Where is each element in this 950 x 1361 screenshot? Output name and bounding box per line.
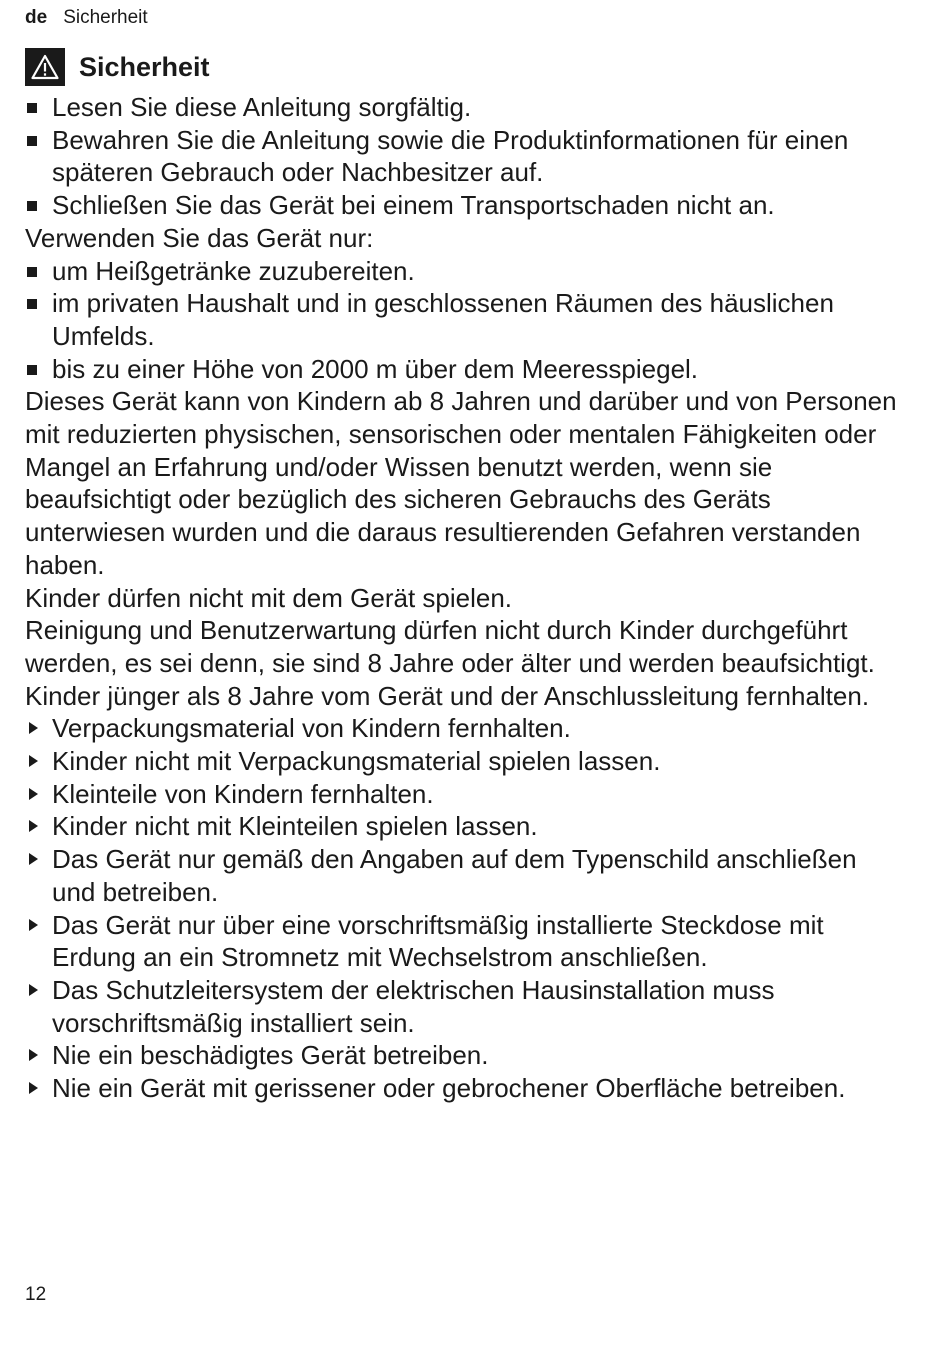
list-item: Das Schutzleitersystem der elektrischen Hausinstallation muss vorschriftsmäßig installiert sein. — [25, 974, 905, 1039]
list-item: Schließen Sie das Gerät bei einem Transportschaden nicht an. — [25, 189, 905, 222]
children-paragraph: Kinder dürfen nicht mit dem Gerät spielen. — [25, 582, 513, 613]
page-number: 12 — [25, 1284, 47, 1305]
list-item: Das Gerät nur über eine vorschriftsmäßig installierte Steckdose mit Erdung an ein Stromnetz mit Wechselstrom anschließen. — [25, 909, 905, 974]
list-item: Nie ein Gerät mit gerissener oder gebrochener Oberfläche betreiben. — [25, 1072, 905, 1105]
list-item: Nie ein beschädigtes Gerät betreiben. — [25, 1039, 905, 1072]
list-item: Bewahren Sie die Anleitung sowie die Produktinformationen für einen späteren Gebrauch oder Nachbesitzer auf. — [25, 124, 905, 189]
list-item: im privaten Haushalt und in geschlossenen Räumen des häuslichen Umfelds. — [25, 287, 905, 352]
list-item: Das Gerät nur gemäß den Angaben auf dem Typenschild anschließen und betreiben. — [25, 843, 905, 908]
children-paragraph: Kinder jünger als 8 Jahre vom Gerät und der Anschlussleitung fernhalten. — [25, 680, 870, 711]
list-item: um Heißgetränke zuzubereiten. — [25, 255, 905, 288]
section-name: Sicherheit — [63, 7, 148, 28]
children-paragraph: Reinigung und Benutzerwartung dürfen nicht durch Kinder durchgeführt werden, es sei denn, sie sind 8 Jahre oder älter und werden beaufsichtigt. — [25, 615, 875, 678]
language-code: de — [25, 7, 48, 28]
children-paragraph: Dieses Gerät kann von Kindern ab 8 Jahren und darüber und von Personen mit reduzierten physischen, sensorischen oder mentalen Fähigkeiten oder Mangel an Erfahrung und/oder Wissen benutzt werden, wenn sie beaufsichtigt oder bezüglich des sicheren Gebrauchs des Geräts unterwiesen wurden und die daraus resultierenden Gefahren verstanden haben. — [25, 386, 897, 580]
list-item: Lesen Sie diese Anleitung sorgfältig. — [25, 91, 905, 124]
usage-list — [25, 255, 905, 386]
safety-section — [25, 45, 905, 1105]
section-heading — [25, 45, 905, 89]
list-item: Verpackungsmaterial von Kindern fernhalten. — [25, 712, 905, 745]
page-header — [25, 7, 148, 29]
section-title: Sicherheit — [79, 51, 210, 82]
action-list — [25, 712, 905, 1104]
list-item: Kleinteile von Kindern fernhalten. — [25, 778, 905, 811]
list-item: Kinder nicht mit Kleinteilen spielen lassen. — [25, 810, 905, 843]
warning-triangle-icon — [25, 48, 65, 86]
general-instructions-list — [25, 91, 905, 222]
list-item: Kinder nicht mit Verpackungsmaterial spielen lassen. — [25, 745, 905, 778]
list-item: bis zu einer Höhe von 2000 m über dem Meeresspiegel. — [25, 353, 905, 386]
usage-intro: Verwenden Sie das Gerät nur: — [25, 222, 374, 253]
